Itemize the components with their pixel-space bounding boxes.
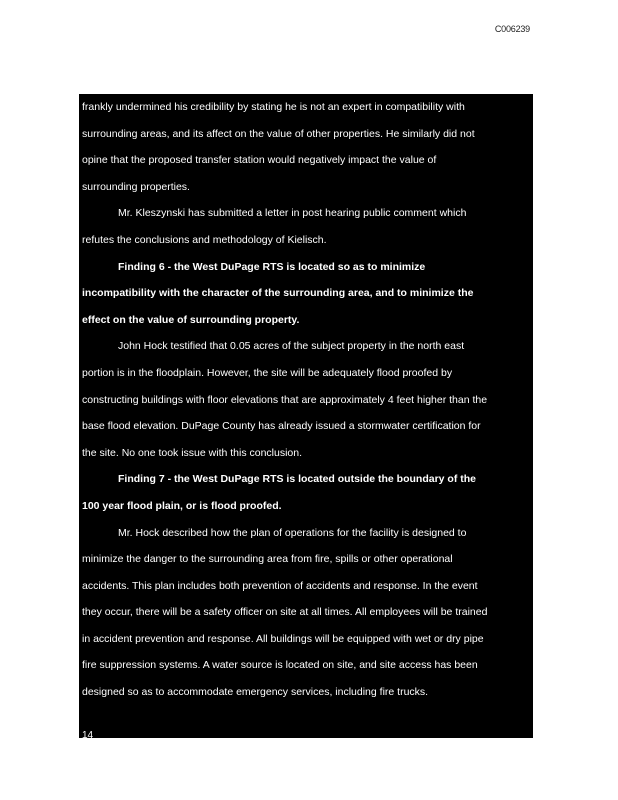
text-line: Finding 7 - the West DuPage RTS is located outside the boundary of the bbox=[118, 473, 476, 486]
finding-heading bbox=[82, 466, 533, 519]
text-line: surrounding areas, and its affect on the value of other properties. He similarly did not bbox=[82, 127, 475, 140]
finding-heading bbox=[82, 254, 533, 334]
text-line: the site. No one took issue with this conclusion. bbox=[82, 446, 303, 459]
text-line: portion is in the floodplain. However, the site will be adequately flood proofed by bbox=[82, 366, 453, 379]
text-line: constructing buildings with floor elevations that are approximately 4 feet higher than the bbox=[82, 393, 488, 406]
body-paragraph bbox=[82, 94, 533, 200]
text-line: Mr. Kleszynski has submitted a letter in post hearing public comment which bbox=[118, 207, 467, 220]
body-paragraph bbox=[82, 200, 533, 253]
text-line: they occur, there will be a safety officer on site at all times. All employees will be trained bbox=[82, 606, 488, 619]
text-line: frankly undermined his credibility by stating he is not an expert in compatibility with bbox=[82, 101, 465, 113]
text-line: opine that the proposed transfer station would negatively impact the value of bbox=[82, 154, 437, 167]
text-line: designed so as to accommodate emergency services, including fire trucks. bbox=[82, 686, 429, 699]
body-paragraph bbox=[82, 520, 533, 706]
text-line: surrounding properties. bbox=[82, 180, 190, 193]
text-line: Finding 6 - the West DuPage RTS is located so as to minimize bbox=[118, 260, 426, 273]
text-line: base flood elevation. DuPage County has already issued a stormwater certification for bbox=[82, 420, 481, 433]
text-line: refutes the conclusions and methodology of Kielisch. bbox=[82, 233, 327, 246]
text-line: John Hock testified that 0.05 acres of the subject property in the north east bbox=[118, 340, 465, 353]
text-line: 100 year flood plain, or is flood proofed. bbox=[82, 499, 282, 512]
text-line: accidents. This plan includes both prevention of accidents and response. In the event bbox=[82, 579, 478, 592]
text-line: Mr. Hock described how the plan of operations for the facility is designed to bbox=[118, 526, 467, 539]
body-paragraph bbox=[82, 333, 533, 466]
document-body bbox=[79, 94, 533, 738]
text-line: in accident prevention and response. All buildings will be equipped with wet or dry pipe bbox=[82, 632, 484, 645]
page-number: 14 bbox=[82, 730, 94, 738]
document-id-stamp: C006239 bbox=[494, 24, 530, 34]
text-line: minimize the danger to the surrounding area from fire, spills or other operational bbox=[82, 553, 453, 566]
text-line: incompatibility with the character of the surrounding area, and to minimize the bbox=[82, 287, 474, 300]
text-line: effect on the value of surrounding property. bbox=[82, 313, 300, 326]
text-line: fire suppression systems. A water source is located on site, and site access has been bbox=[82, 659, 478, 672]
